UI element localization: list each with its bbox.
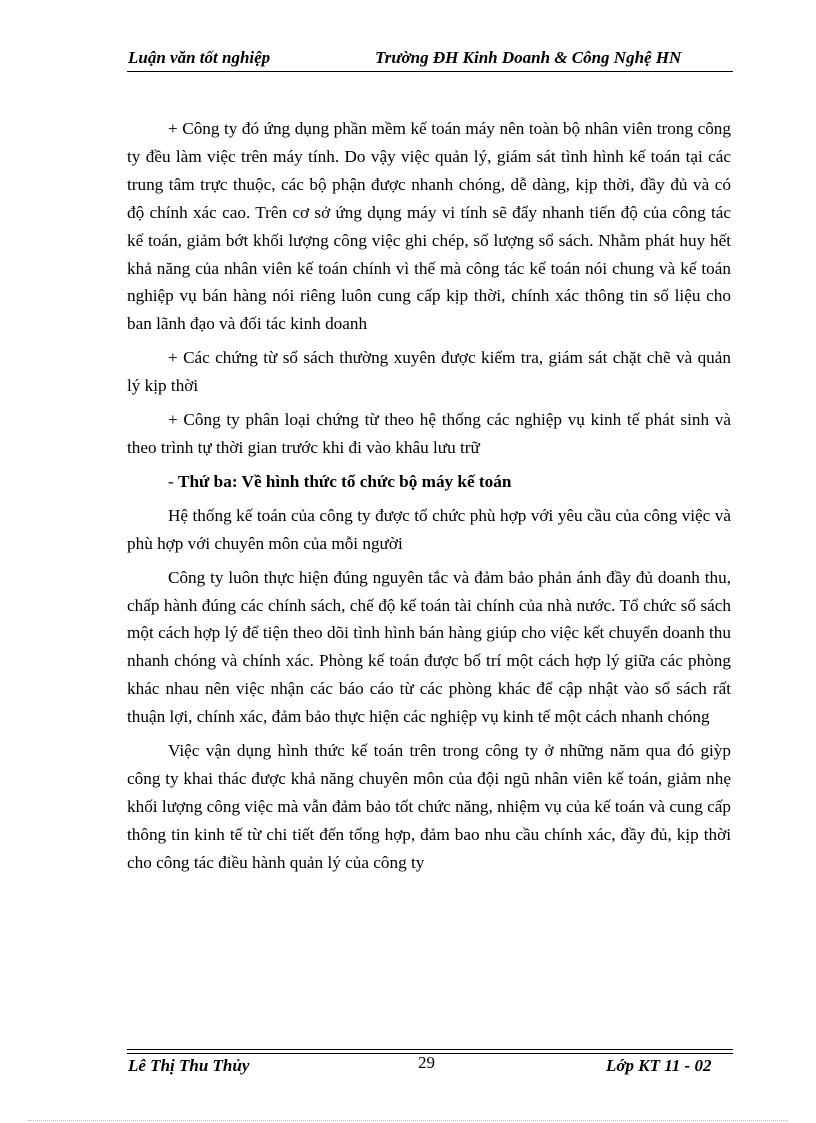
page-number: 29 xyxy=(418,1053,435,1072)
section-heading-dash: - xyxy=(168,471,179,491)
footer-author: Lê Thị Thu Thủy xyxy=(128,1056,250,1075)
paragraph-principles: Công ty luôn thực hiện đúng nguyên tắc và đảm bảo phản ánh đầy đủ doanh thu, chấp hành đúng các chính sách, chế độ kế toán tài chính của nhà nước. Tổ chức sổ sách một cách hợp lý để tiện theo dõi tình hình bán hàng giúp cho việc kết chuyển doanh thu nhanh chóng và chính xác. Phòng kế toán được bố trí một cách hợp lý giữa các phòng khác nhau nên việc nhận các báo cáo từ các phòng khác để cập nhật vào sổ sách rất thuận lợi, chính xác, đảm bảo thực hiện các nghiệp vụ kinh tế một cách nhanh chóng xyxy=(127,567,731,727)
footer-rule-thick xyxy=(127,1049,733,1050)
paragraph-accounting-system: Hệ thống kế toán của công ty được tổ chức phù hợp với yêu cầu của công việc và phù hợp với chuyên môn của mỗi người xyxy=(127,505,731,553)
footer-class: Lớp KT 11 - 02 xyxy=(606,1056,712,1075)
section-heading xyxy=(127,468,731,496)
paragraph-document-classification: + Công ty phân loại chứng từ theo hệ thống các nghiệp vụ kinh tế phát sinh và theo trình tự thời gian trước khi đi vào khâu lưu trữ xyxy=(127,410,731,457)
page-bottom-divider xyxy=(28,1120,788,1121)
paragraph-application: Việc vận dụng hình thức kế toán trên trong công ty ở những năm qua đó giỳp công ty khai thác được khả năng chuyên môn của đội ngũ nhân viên kế toán, giảm nhẹ khối lượng công việc mà vẫn đảm bảo tốt chức năng, nhiệm vụ của kế toán và cung cấp thông tin kinh tế từ chi tiết đến tổng hợp, đảm bao nhu cầu chính xác, đầy đủ, kịp thời cho công tác điều hành quản lý của công ty xyxy=(127,741,731,872)
header-rule xyxy=(127,71,733,72)
paragraph-document-inspection: + Các chứng từ sổ sách thường xuyên được kiểm tra, giám sát chặt chẽ và quản lý kịp thời xyxy=(127,348,731,396)
section-heading-text: Thứ ba: Về hình thức tổ chức bộ máy kế toán xyxy=(178,471,512,491)
header-thesis-label: Luận văn tốt nghiệp xyxy=(128,48,271,67)
paragraph-software-usage: + Công ty đó ứng dụng phần mềm kế toán máy nên toàn bộ nhân viên trong công ty đều làm việc trên máy tính. Do vậy việc quản lý, giám sát tình hình kế toán tại các trung tâm trực thuộc, các bộ phận được nhanh chóng, dễ dàng, kịp thời, đầy đủ và có độ chính xác cao. Trên cơ sở ứng dụng máy vi tính sẽ đẩy nhanh tiến độ của công tác kế toán, giảm bớt khối lượng công việc ghi chép, số lượng sổ sách. Nhằm phát huy hết khả năng của nhân viên kế toán chính vì thế mà công tác kế toán nói chung và kế toán nghiệp vụ bán hàng nói riêng luôn cung cấp kịp thời, chính xác thông tin số liệu cho ban lãnh đạo và đối tác kinh doanh xyxy=(127,119,731,334)
document-body xyxy=(127,115,731,883)
page-header xyxy=(127,47,733,73)
header-university-name: Trường ĐH Kinh Doanh & Công Nghệ HN xyxy=(375,48,682,67)
